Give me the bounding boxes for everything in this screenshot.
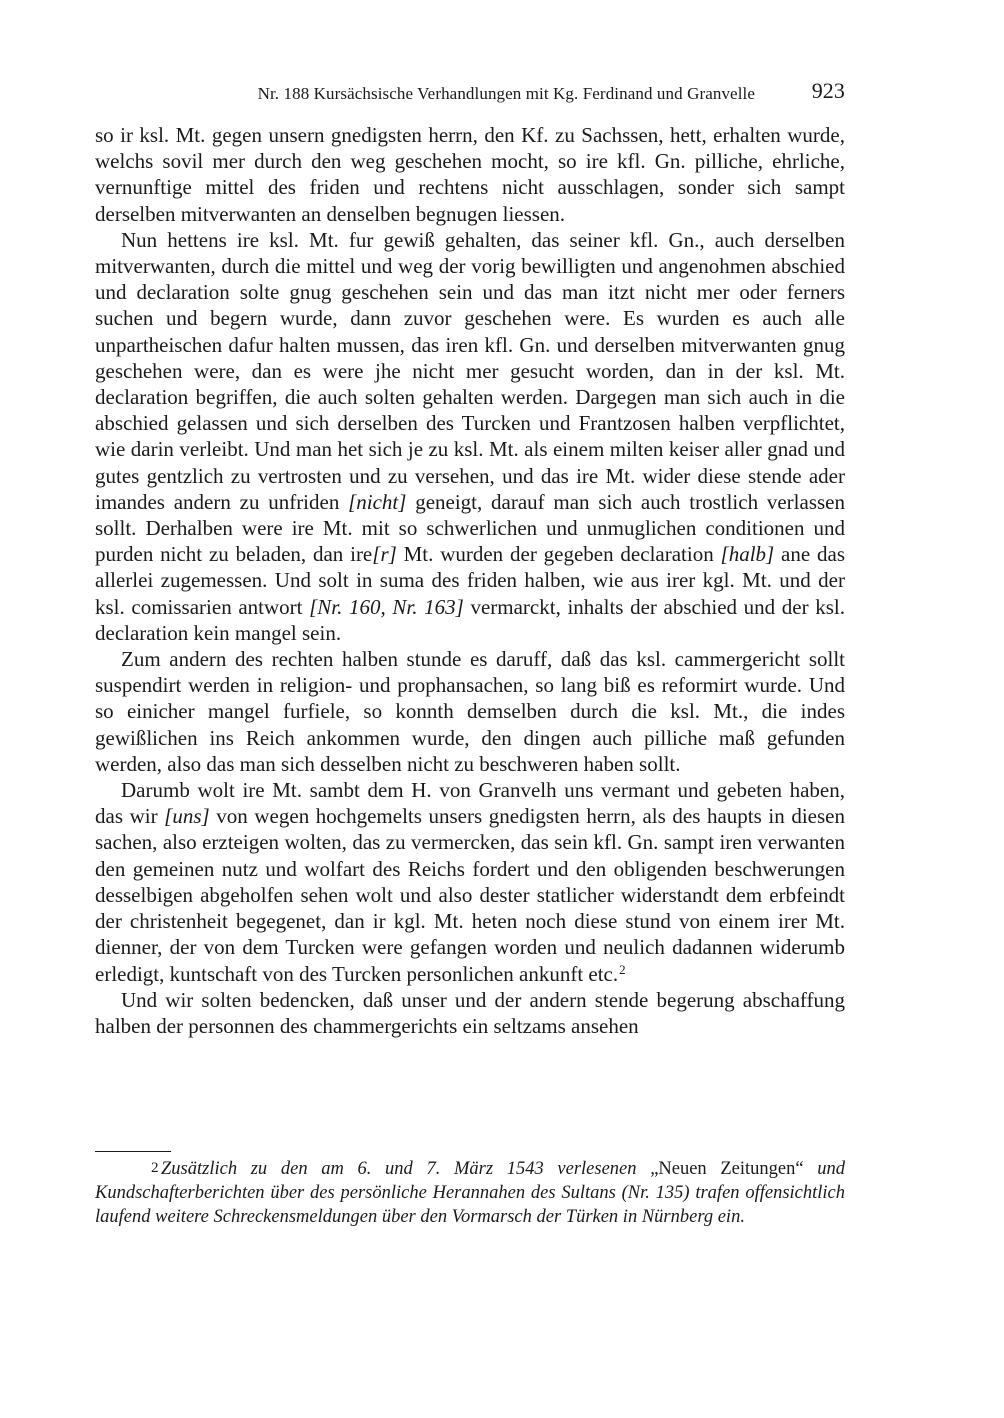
italic-text: [Nr. 160, Nr. 163] bbox=[309, 594, 464, 619]
footnote bbox=[95, 1156, 845, 1229]
footnotes-section bbox=[95, 1156, 845, 1229]
paragraph bbox=[95, 777, 845, 987]
document-page bbox=[95, 78, 845, 1039]
text-segment: Darumb wolt ire Mt. sambt dem H. von Granvelh uns vermant und gebeten haben, das wir bbox=[95, 778, 845, 829]
footnote-number: 2 bbox=[151, 1160, 159, 1176]
italic-text: [halb] bbox=[720, 542, 775, 567]
main-text bbox=[95, 122, 845, 1039]
paragraph bbox=[95, 227, 845, 646]
footnote-separator bbox=[95, 1151, 171, 1152]
footnote-text bbox=[95, 1159, 845, 1227]
italic-text: [nicht] bbox=[348, 489, 407, 514]
text-segment: so ir ksl. Mt. gegen unsern gnedigsten herrn, den Kf. zu Sachssen, hett, erhalten wurde, welchs sovil mer durch den weg geschehen mocht, so ire kfl. Gn. pilliche, ehrliche, vernunftige mittel des friden und rechtens nicht ausschlagen, sonder sich sampt derselben mitverwanten an denselben begnugen liessen. bbox=[95, 123, 845, 226]
footnote-reference[interactable]: 2 bbox=[619, 961, 626, 977]
text-segment: vermarckt, inhalts der abschied und der ksl. declaration kein mangel sein. bbox=[95, 594, 845, 645]
text-segment: von wegen hochgemelts unsers gnedigsten herrn, als des haupts in diesen sachen, also erzteigen wolten, das zu vermercken, das sein kfl. Gn. sampt iren verwanten den gemeinen nutz und wolfart des Reichs fordert und den obligenden beschwerungen desselbigen abgeholfen sehen wolt und also dester statlicher widerstandt dem erbfeindt der christenheit begegenet, dan ir kgl. Mt. heten noch diese stund von einem irer Mt. dienner, der von dem Turcken were gefangen worden und neulich dadannen widerumb erledigt, kuntschaft von des Turcken personlichen ankunft etc. bbox=[95, 804, 845, 986]
running-header-title: Nr. 188 Kursächsische Verhandlungen mit Kg. Ferdinand und Granvelle bbox=[257, 84, 755, 103]
running-header bbox=[95, 78, 845, 108]
text-segment: Und wir solten bedencken, daß unser und der andern stende begerung abschaffung halben der personnen des chammergerichts ein seltzams ansehen bbox=[95, 987, 845, 1038]
text-segment: „Neuen Zeitungen“ bbox=[650, 1159, 804, 1179]
text-segment: ane das allerlei zugemessen. Und solt in suma des friden halben, wie aus irer kgl. Mt. und der ksl. comissarien antwort bbox=[95, 542, 846, 619]
text-segment: Nun hettens ire ksl. Mt. fur gewiß gehalten, das seiner kfl. Gn., auch derselben mitverwanten, durch die mittel und weg der vorig bewilligten und angenohmen abschied und declaration solte gnug geschehen sein und das man itzt nicht mer oder ferners suchen und begern wurde, dann zuvor geschehen were. Es wurden es auch alle unpartheischen dafur halten mussen, das iren kfl. Gn. und derselben mitverwanten gnug geschehen were, dan es were jhe nicht mer gesucht worden, dan in der ksl. Mt. declaration begriffen, die auch solten gehalten werden. Dargegen man sich auch in die abschied gelassen und sich derselben des Turcken und Frantzosen halben verpflichtet, wie darin verleibt. Und man het sich je zu ksl. Mt. als einem milten keiser aller gnad und gutes gentzlich zu vertrosten und zu versehen, und das ire Mt. wider diese stende ader imandes andern zu unfriden bbox=[95, 227, 845, 514]
italic-text: und Kundschafterberichten über des persönliche Herannahen des Sultans (Nr. 135) trafen offensichtlich laufend weitere Schreckensmeldungen über den Vormarsch der Türken in Nürnberg ein. bbox=[95, 1159, 845, 1227]
italic-text: [r] bbox=[372, 542, 397, 567]
italic-text: Zusätzlich zu den am 6. und 7. März 1543 verlesenen bbox=[161, 1159, 651, 1179]
paragraph bbox=[95, 122, 845, 227]
italic-text: [uns] bbox=[164, 804, 210, 829]
text-segment: Mt. wurden der gegeben declaration bbox=[396, 542, 721, 567]
paragraph bbox=[95, 987, 845, 1039]
text-segment: geneigt, darauf man sich auch trostlich verlassen sollt. Derhalben were ire Mt. mit so schwerlichen und unmuglichen conditionen und purden nicht zu beladen, dan ire bbox=[95, 489, 845, 567]
paragraph bbox=[95, 646, 845, 777]
page-number: 923 bbox=[811, 78, 845, 103]
text-segment: Zum andern des rechten halben stunde es daruff, daß das ksl. cammergericht sollt suspendirt werden in religion- und prophansachen, so lang biß es reformirt wurde. Und so einicher mangel furfiele, so konnth demselben durch die ksl. Mt., die indes gewißlichen ins Reich ankommen wurde, den dingen auch pilliche maß gefunden werden, also das man sich desselben nicht zu beschweren haben sollt. bbox=[95, 647, 845, 776]
